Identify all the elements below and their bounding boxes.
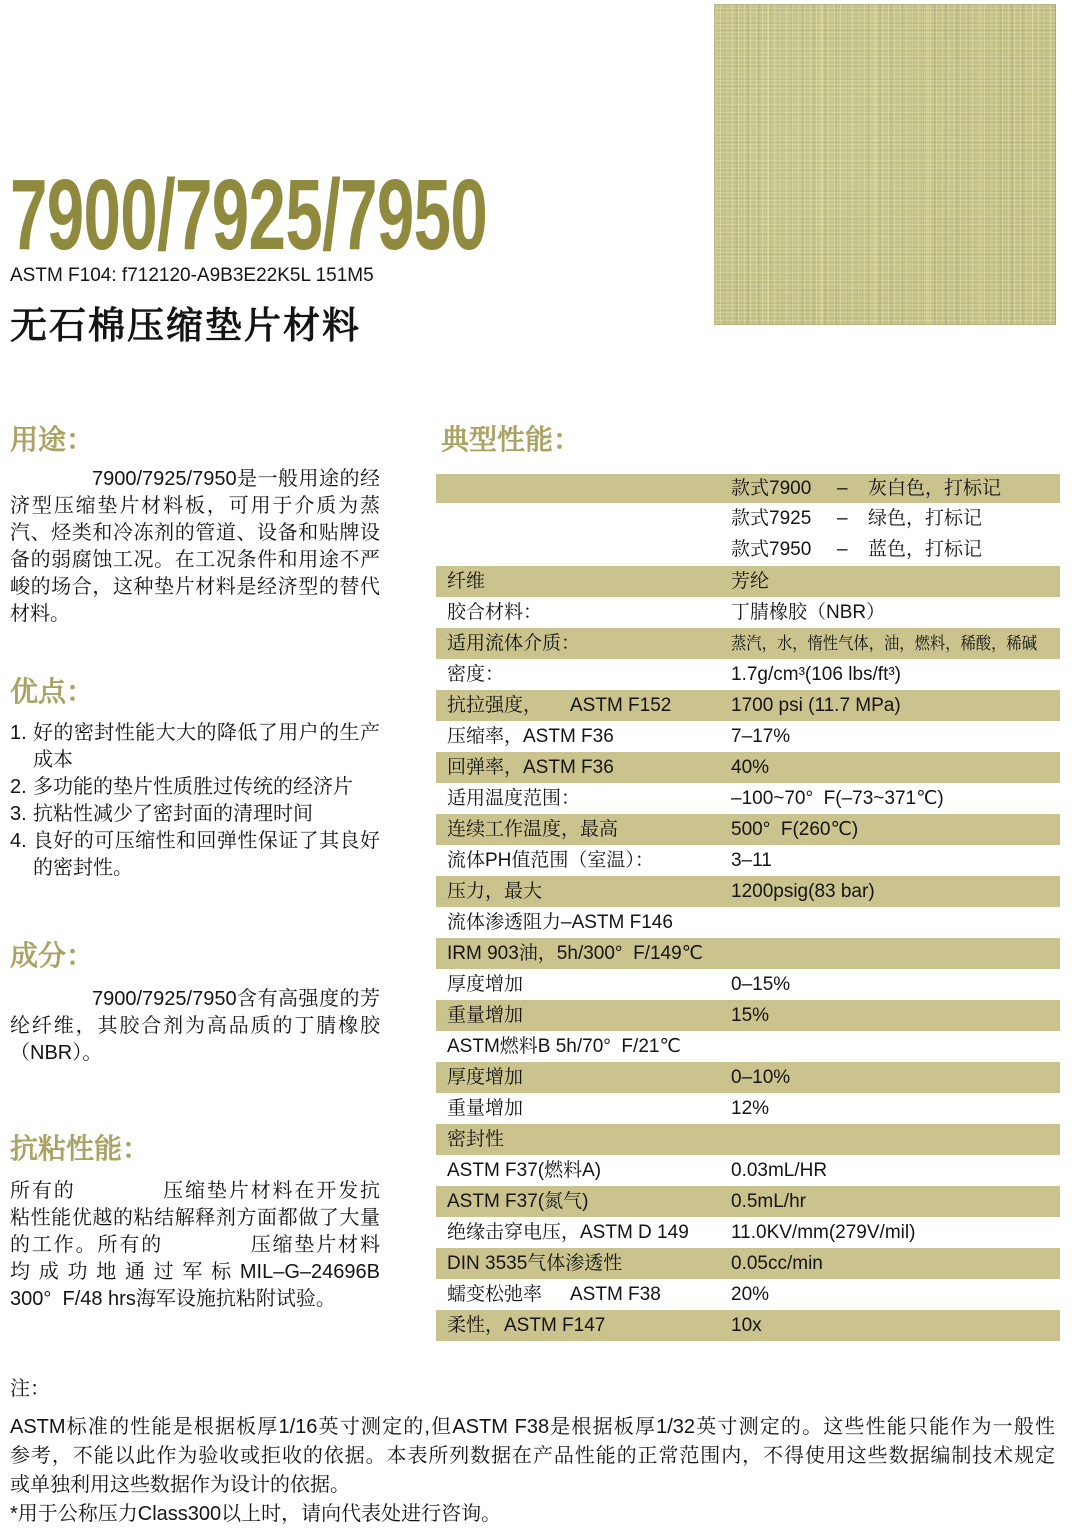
advantage-text: 抗粘性减少了密封面的清理时间: [33, 803, 313, 825]
properties-table: [436, 474, 1060, 1341]
usage-heading: 用途：: [10, 424, 95, 455]
notes-line: 或单独利用这些数据作为设计的依据。: [10, 1474, 350, 1496]
notes-line: ASTM标准的性能是根据板厚1/16英寸测定的,但ASTM F38是根据板厚1/32英寸测定的。这些性能只能作为一般性: [10, 1416, 1055, 1438]
property-group-row: [436, 1124, 1060, 1155]
property-label: 重量增加: [447, 1005, 524, 1026]
property-row: [436, 690, 1060, 721]
properties-heading: 典型性能：: [441, 424, 582, 455]
property-row: [436, 1217, 1060, 1248]
property-standard: ASTM F152: [570, 695, 672, 716]
anti-stick-heading: 抗粘性能：: [10, 1133, 151, 1164]
property-value: 10x: [731, 1315, 762, 1336]
style-variant: [731, 534, 982, 566]
advantage-text: 多功能的垫片性质胜过传统的经济片: [33, 776, 353, 798]
property-label: 适用流体介质：: [447, 633, 581, 654]
notes-paragraph: [10, 1413, 1055, 1529]
property-label: 胶合材料：: [447, 602, 543, 623]
anti-stick-line: 均成功地通过军标MIL–G–24696B: [10, 1261, 380, 1283]
property-label: 绝缘击穿电压，ASTM D 149: [447, 1222, 689, 1243]
property-value: 0.05cc/min: [731, 1253, 823, 1274]
advantage-number: 3.: [10, 803, 27, 825]
property-value: 0.03mL/HR: [731, 1160, 828, 1181]
property-value: 7–17%: [731, 726, 791, 747]
property-group-label: ASTM燃料B 5h/70° F/21℃: [447, 1036, 681, 1057]
property-row: [436, 659, 1060, 690]
property-label: 压力，最大: [447, 881, 543, 902]
advantages-heading: 优点：: [10, 676, 95, 707]
property-value: 12%: [731, 1098, 770, 1119]
advantage-item: [10, 801, 380, 828]
property-standard: ASTM F38: [570, 1284, 661, 1305]
property-label: 回弹率，ASTM F36: [447, 757, 614, 778]
property-row: [436, 845, 1060, 876]
usage-paragraph: [10, 466, 380, 628]
property-value: 15%: [731, 1005, 770, 1026]
style-variant: [731, 474, 1001, 503]
property-label: 柔性，ASTM F147: [447, 1315, 606, 1336]
property-value: 芳纶: [731, 571, 770, 592]
product-subtitle: 无石棉压缩垫片材料: [10, 305, 361, 346]
property-value: 1700 psi (11.7 MPa): [731, 695, 901, 716]
property-value: 1.7g/cm³(106 lbs/ft³): [731, 664, 901, 685]
style-model: 款式7925: [731, 508, 812, 529]
property-row: [436, 752, 1060, 783]
property-label: 流体PH值范围（室温）：: [447, 850, 654, 871]
usage-line: 材料。: [10, 603, 70, 625]
property-value: 20%: [731, 1284, 770, 1305]
property-label: 重量增加: [447, 1098, 524, 1119]
property-value: 500° F(260℃): [731, 819, 859, 840]
advantage-text: 好的密封性能大大的降低了用户的生产: [33, 722, 380, 744]
advantages-list: [10, 720, 380, 882]
property-value: 0–15%: [731, 974, 791, 995]
composition-line: 7900/7925/7950含有高强度的芳: [92, 988, 380, 1010]
advantage-number: 1.: [10, 722, 27, 744]
style-row: [436, 503, 1060, 534]
composition-line: 纶纤维，其胶合剂为高品质的丁腈橡胶: [10, 1015, 380, 1037]
style-row: [436, 474, 1060, 503]
property-value: 1200psig(83 bar): [731, 881, 875, 902]
property-group-label: IRM 903油，5h/300° F/149℃: [447, 943, 703, 964]
usage-line: 济型压缩垫片材料板，可用于介质为蒸: [10, 495, 380, 517]
anti-stick-line: 的工作。所有的 压缩垫片材料: [10, 1234, 380, 1256]
property-label: 纤维: [447, 571, 486, 592]
property-label: 适用温度范围：: [447, 788, 581, 809]
style-description: 灰白色，打标记: [868, 478, 1002, 499]
style-separator: –: [837, 478, 848, 499]
property-value: 蒸汽，水，惰性气体，油，燃料，稀酸，稀碱: [731, 634, 1037, 653]
property-group-row: [436, 938, 1060, 969]
advantage-item: [10, 828, 380, 882]
style-model: 款式7900: [731, 478, 812, 499]
anti-stick-line: 所有的 压缩垫片材料在开发抗: [10, 1180, 380, 1202]
property-value: 0–10%: [731, 1067, 791, 1088]
style-separator: –: [837, 508, 848, 529]
advantage-number: 4.: [10, 830, 27, 852]
advantage-text: 的密封性。: [33, 857, 133, 879]
property-row: [436, 1093, 1060, 1124]
notes-heading: 注：: [10, 1378, 50, 1400]
advantage-item: [10, 720, 380, 774]
property-label: DIN 3535气体渗透性: [447, 1253, 623, 1274]
style-row: [436, 534, 1060, 566]
composition-line: （NBR）。: [10, 1042, 103, 1064]
property-row: [436, 876, 1060, 907]
property-row: [436, 783, 1060, 814]
style-description: 绿色，打标记: [868, 508, 983, 529]
property-row: [436, 1186, 1060, 1217]
property-value: –100~70° F(–73~371℃): [731, 788, 944, 809]
composition-heading: 成分：: [10, 940, 95, 971]
style-model: 款式7950: [731, 539, 812, 560]
style-variant: [731, 503, 982, 534]
usage-line: 汽、烃类和冷冻剂的管道、设备和贴牌设: [10, 522, 380, 544]
notes-line: 参考，不能以此作为验收或拒收的依据。本表所列数据在产品性能的正常范围内，不得使用这些数据编制技术规定: [10, 1445, 1055, 1467]
property-row: [436, 1000, 1060, 1031]
property-value: 3–11: [731, 850, 772, 871]
property-row: [436, 1310, 1060, 1341]
property-row: [436, 628, 1060, 659]
advantage-text: 良好的可压缩性和回弹性保证了其良好: [33, 830, 380, 852]
anti-stick-line: 粘性能优越的粘结解释剂方面都做了大量: [10, 1207, 380, 1229]
usage-line: 峻的场合，这种垫片材料是经济型的替代: [10, 576, 380, 598]
property-row: [436, 597, 1060, 628]
astm-classification: ASTM F104: f712120-A9B3E22K5L 151M5: [10, 265, 374, 286]
property-label: 厚度增加: [447, 974, 524, 995]
style-separator: –: [837, 539, 848, 560]
property-row: [436, 721, 1060, 752]
property-row: [436, 1062, 1060, 1093]
property-label: 压缩率，ASTM F36: [447, 726, 614, 747]
property-label: 抗拉强度，: [447, 695, 543, 716]
usage-line: 7900/7925/7950是一般用途的经: [92, 468, 380, 490]
property-row: [436, 1279, 1060, 1310]
property-value: 丁腈橡胶（NBR）: [731, 602, 886, 623]
anti-stick-paragraph: [10, 1178, 380, 1313]
product-title: 7900/7925/7950: [10, 159, 488, 271]
property-label: ASTM F37(氮气): [447, 1191, 589, 1212]
composition-paragraph: [10, 986, 380, 1067]
advantage-number: 2.: [10, 776, 27, 798]
usage-line: 备的弱腐蚀工况。在工况条件和用途不严: [10, 549, 380, 571]
material-swatch-image: [714, 4, 1056, 325]
advantage-item: [10, 774, 380, 801]
style-description: 蓝色，打标记: [868, 539, 983, 560]
property-label: 密度：: [447, 664, 505, 685]
property-label: 连续工作温度，最高: [447, 819, 619, 840]
notes-footnote: *用于公称压力Class300以上时，请向代表处进行咨询。: [10, 1503, 502, 1525]
property-value: 11.0KV/mm(279V/mil): [731, 1222, 916, 1243]
property-row: [436, 814, 1060, 845]
anti-stick-line: 300° F/48 hrs海军设施抗粘附试验。: [10, 1288, 336, 1310]
property-group-label: 密封性: [447, 1129, 505, 1150]
property-value: 0.5mL/hr: [731, 1191, 806, 1212]
property-row: [436, 566, 1060, 597]
property-label: ASTM F37(燃料A): [447, 1160, 602, 1181]
property-label: 厚度增加: [447, 1067, 524, 1088]
property-group-label: 流体渗透阻力–ASTM F146: [447, 912, 673, 933]
property-group-row: [436, 907, 1060, 938]
property-value: 40%: [731, 757, 770, 778]
property-group-row: [436, 1031, 1060, 1062]
property-row: [436, 969, 1060, 1000]
property-row: [436, 1248, 1060, 1279]
advantage-text: 成本: [33, 749, 73, 771]
property-row: [436, 1155, 1060, 1186]
property-label: 蠕变松弛率: [447, 1284, 543, 1305]
